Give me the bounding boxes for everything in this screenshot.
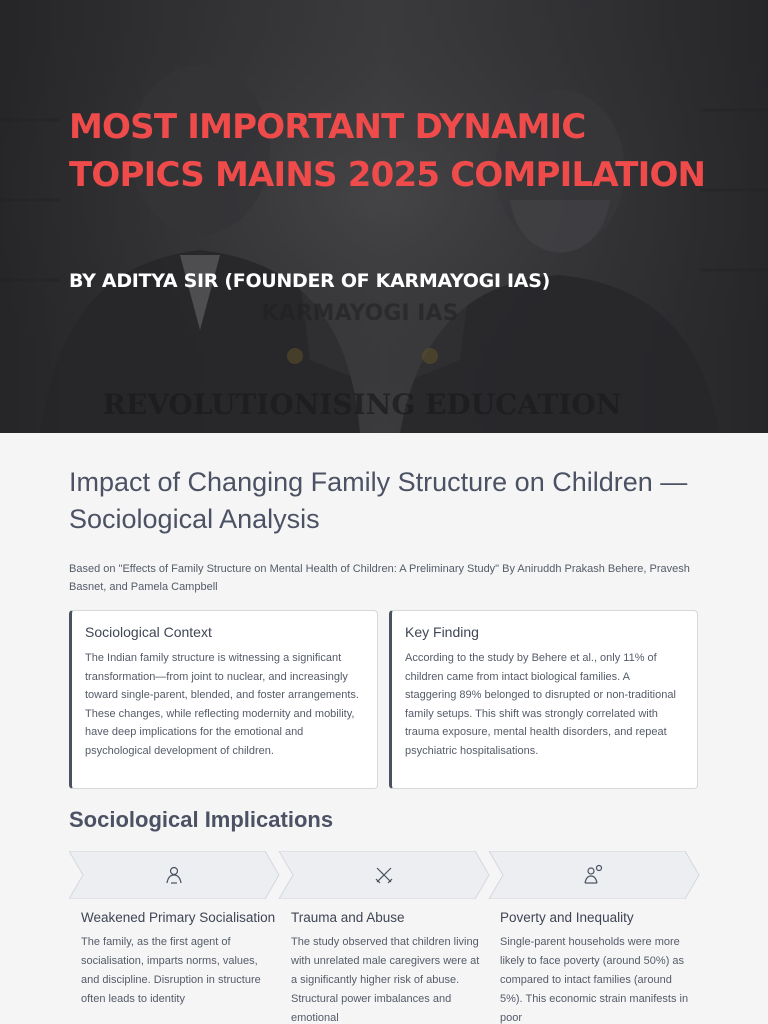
card-heading: Sociological Context xyxy=(85,624,212,640)
process-chevrons xyxy=(69,851,701,899)
hero-watermark xyxy=(0,0,768,433)
implication-heading: Weakened Primary Socialisation xyxy=(81,910,276,925)
hero-subtitle: BY ADITYA SIR (FOUNDER OF KARMAYOGI IAS) xyxy=(69,270,550,292)
implication-heading: Trauma and Abuse xyxy=(291,910,405,925)
card-sociological-context xyxy=(69,610,378,789)
source-citation: Based on "Effects of Family Structure on Mental Health of Children: A Preliminary Study" By Aniruddh Prakash Behere, Pravesh Basnet, and Pamela Campbell xyxy=(69,563,690,593)
watermark-tagline: REVOLUTIONISING EDUCATION xyxy=(102,388,622,421)
implication-body: The study observed that children living with unrelated male caregivers were at a significantly higher risk of abuse. Structural power imbalances and emotional xyxy=(291,936,480,1024)
implication-body: The family, as the first agent of socialisation, imparts norms, values, and discipline. Disruption in structure often leads to identity xyxy=(81,936,261,1005)
implication-heading: Poverty and Inequality xyxy=(500,910,634,925)
section-title: Sociological Implications xyxy=(69,807,334,832)
card-key-finding xyxy=(389,610,698,789)
watermark-brand: KARMAYOGI IAS xyxy=(261,301,459,326)
implication-socialisation xyxy=(81,909,276,1009)
card-body: The Indian family structure is witnessing a significant transformation—from joint to nuclear, and increasingly toward single-parent, blended, and foster arrangements. These changes, while reflecting modernity and mobility, have deep implications for the emotional and psychological development of children. xyxy=(85,652,359,757)
card-heading: Key Finding xyxy=(405,624,479,640)
implication-poverty xyxy=(500,909,695,1024)
chevron-step-3 xyxy=(489,851,699,899)
hero-banner xyxy=(0,0,768,433)
implication-trauma xyxy=(291,909,486,1024)
hero-title: MOST IMPORTANT DYNAMIC TOPICS MAINS 2025 COMPILATION xyxy=(69,107,706,195)
article-title: Impact of Changing Family Structure on Children — Sociological Analysis xyxy=(69,467,688,534)
implication-body: Single-parent households were more likely to face poverty (around 50%) as compared to intact families (around 5%). This economic strain manifests in poor xyxy=(500,936,689,1024)
card-body: According to the study by Behere et al., only 11% of children came from intact biological families. A staggering 89% belonged to disrupted or non-traditional family setups. This shift was strongly correlated with trauma exposure, mental health disorders, and repeat psychiatric hospitalisations. xyxy=(405,652,676,757)
